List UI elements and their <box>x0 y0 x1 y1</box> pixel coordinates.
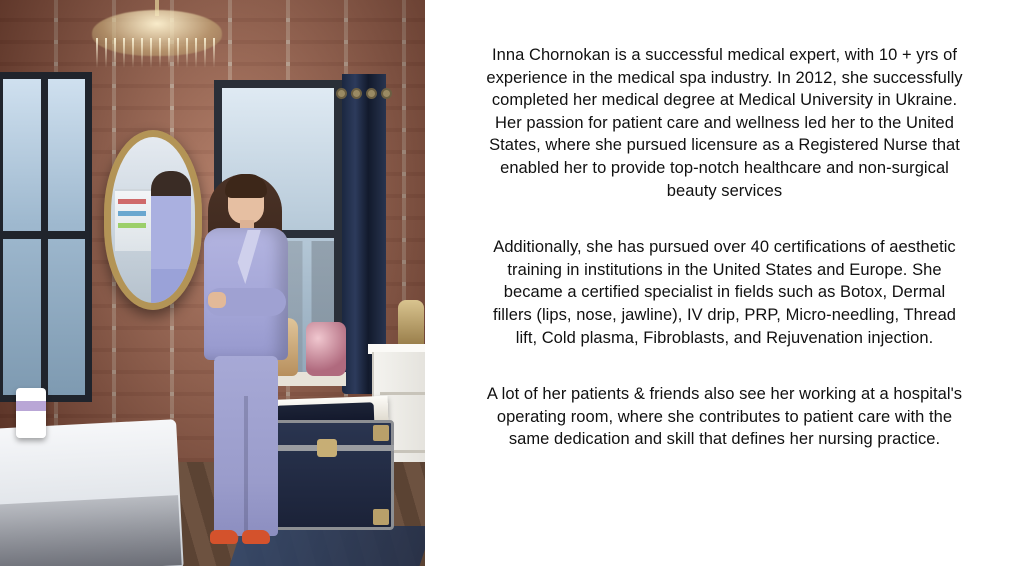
bed-shadow <box>0 495 182 566</box>
product-bottle <box>16 388 46 438</box>
portrait-photo <box>0 0 425 566</box>
chandelier-icon <box>82 0 232 72</box>
bio-text-panel <box>425 0 1024 566</box>
woman-in-lavender-suit <box>186 170 306 566</box>
window-left <box>0 72 92 402</box>
bio-paragraph-2: Additionally, she has pursued over 40 certifications of aesthetic training in institutions in the United States and Europe. She became a certified specialist in fields such as Botox, Dermal fillers (lips, nose, jawline), IV drip, PRP, Micro-needling, Thread lift, Cold plasma, Fibroblasts, and Rejuvenation injection. <box>492 238 957 347</box>
trunk-latch <box>317 439 337 457</box>
bio-paragraph-3: A lot of her patients & friends also see her working at a hospital's operating room, where she contributes to patient care with the same dedication and skill that defines her nursing practice. <box>486 385 963 449</box>
vase-pink <box>306 322 346 376</box>
curtain-rings <box>336 88 392 102</box>
bio-paragraph-1: Inna Chornokan is a successful medical expert, with 10 + yrs of experience in the medical spa industry. In 2012, she successfully completed her medical degree at Medical University in Ukraine. Her passion for patient care and wellness led her to the United States, where she pursued licensure as a Registered Nurse that enabled her to provide top-notch healthcare and non-surgical beauty services <box>486 46 963 200</box>
